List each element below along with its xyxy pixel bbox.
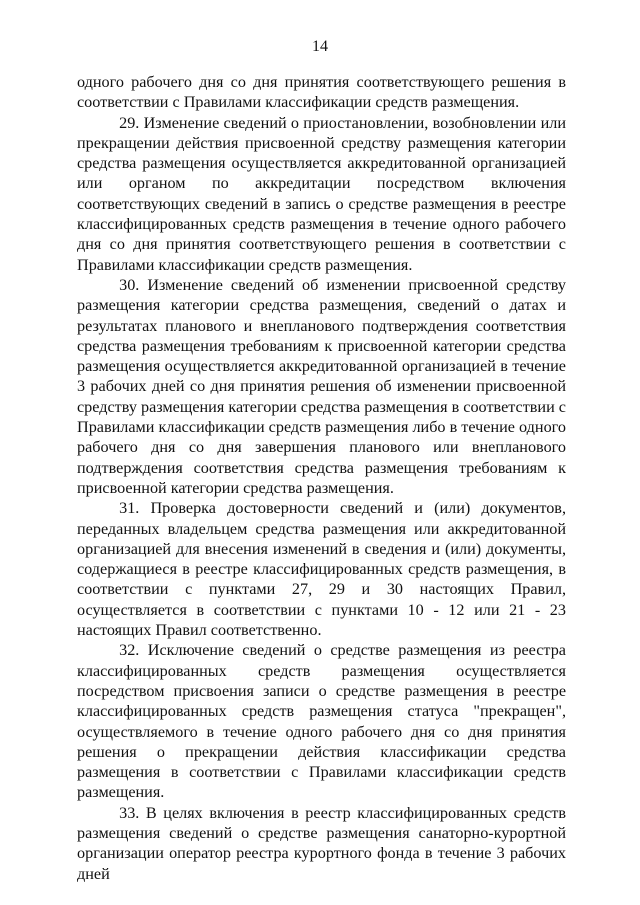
paragraph-30: 30. Изменение сведений об изменении присвоенной средству размещения категории средства размещения, сведений о датах и результатах планового и внепланового подтверждения соответствия средства размещения требованиям к присвоенной категории средства размещения осуществляется аккредитованной организацией в течение 3 рабочих дней со дня принятия решения об изменении присвоенной средству размещения категории средства размещения в соответствии с Правилами классификации средств размещения либо в течение одного рабочего дня со дня завершения планового или внепланового подтверждения соответствия средства размещения требованиям к присвоенной категории средства размещения. (77, 275, 566, 497)
document-body (77, 72, 566, 884)
paragraph-29: 29. Изменение сведений о приостановлении, возобновлении или прекращении действия присвоенной средству размещения категории средства размещения осуществляется аккредитованной организацией или органом по аккредитации посредством включения соответствующих сведений в запись о средстве размещения в реестре классифицированных средств размещения в течение одного рабочего дня со дня принятия соответствующего решения в соответствии с Правилами классификации средств размещения. (77, 113, 566, 274)
paragraph-32: 32. Исключение сведений о средстве размещения из реестра классифицированных средств размещения осуществляется посредством присвоения записи о средстве размещения в реестре классифицированных средств размещения статуса "прекращен", осуществляемого в течение одного рабочего дня со дня принятия решения о прекращении действия классификации средства размещения в соответствии с Правилами классификации средств размещения. (77, 641, 566, 802)
paragraph-31: 31. Проверка достоверности сведений и (или) документов, переданных владельцем средства размещения или аккредитованной организацией для внесения изменений в сведения и (или) документы, содержащиеся в реестре классифицированных средств размещения, в соответствии с пунктами 27, 29 и 30 настоящих Правил, осуществляется в соответствии с пунктами 10 - 12 или 21 - 23 настоящих Правил соответственно. (77, 499, 566, 640)
paragraph-33: 33. В целях включения в реестр классифицированных средств размещения сведений о средстве размещения санаторно-курортной организации оператор реестра курортного фонда в течение 3 рабочих дней (77, 803, 566, 883)
page-number: 14 (312, 38, 328, 55)
paragraph-continuation: одного рабочего дня со дня принятия соответствующего решения в соответствии с Правилами классификации средств размещения. (77, 73, 566, 112)
